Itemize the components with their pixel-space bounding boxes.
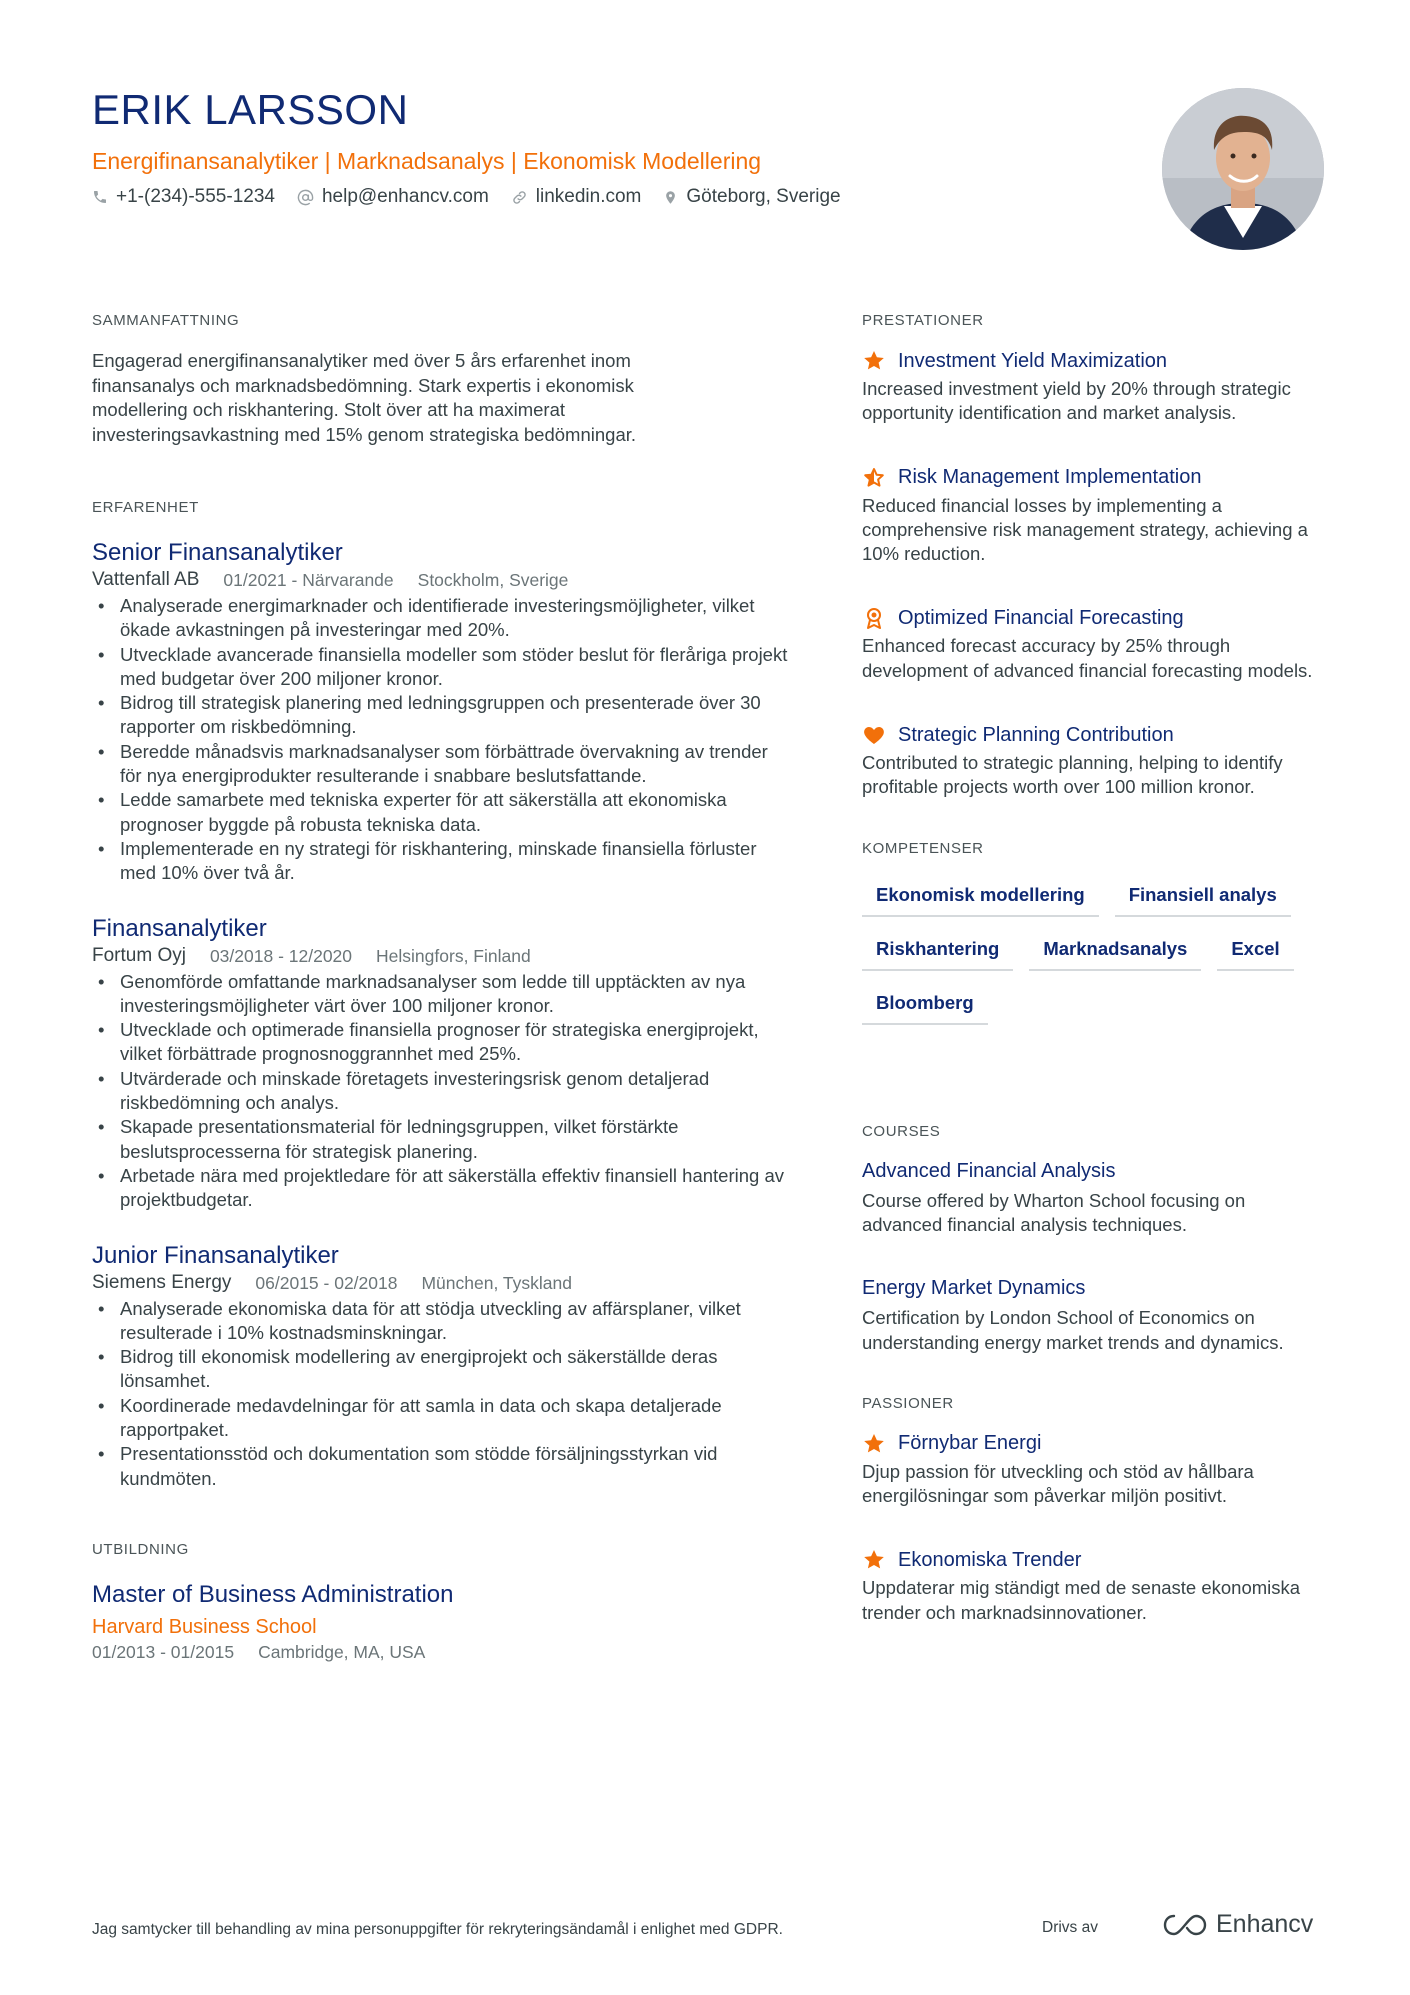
passion-item xyxy=(862,1432,1322,1509)
passions-heading: PASSIONER xyxy=(862,1394,954,1412)
skill-tag: Bloomberg xyxy=(862,983,988,1025)
achievement-item xyxy=(862,606,1322,683)
education-dates: 01/2013 - 01/2015 xyxy=(92,1641,235,1662)
phone-text: +1-(234)-555-1234 xyxy=(116,186,275,207)
skill-tag: Marknadsanalys xyxy=(1029,929,1201,971)
achievements-heading: PRESTATIONER xyxy=(862,312,984,329)
achievement-desc: Enhanced forecast accuracy by 25% through development of advanced financial forecasting models. xyxy=(862,635,1313,681)
skill-tag: Riskhantering xyxy=(862,929,1013,971)
email-text: help@enhancv.com xyxy=(321,186,489,207)
education-location: Cambridge, MA, USA xyxy=(258,1641,426,1662)
job-company: Siemens Energy xyxy=(92,1271,232,1293)
achievement-desc: Increased investment yield by 20% through strategic opportunity identification and market analysis. xyxy=(862,378,1291,424)
summary-text: Engagerad energifinansanalytiker med över 5 års erfarenhet inom finansanalys och marknadsbedömning. Stark expertis i ekonomisk modellering och riskhantering. Stolt över att ha maximerat investeringsavkastning med 15% genom strategiska bedömningar. xyxy=(92,350,637,445)
list-item: • Beredde månadsvis marknadsanalyser som förbättrade övervakning av trender för nya energiprodukter resulterande i snabbare beslutsfattande. xyxy=(92,740,792,789)
job-meta xyxy=(92,1271,792,1295)
experience-section xyxy=(92,499,792,1491)
job-dates: 01/2021 - Närvarande xyxy=(223,570,394,590)
list-item: • Analyserade energimarknader och identifierade investeringsmöjligheter, vilket ökade avkastningen på investeringar med 20%. xyxy=(92,594,792,643)
achievement-item xyxy=(862,723,1322,800)
location-text: Göteborg, Sverige xyxy=(686,186,841,207)
job-location: Stockholm, Sverige xyxy=(417,570,569,590)
passion-desc: Uppdaterar mig ständigt med de senaste ekonomiska trender och marknadsinnovationer. xyxy=(862,1577,1301,1623)
list-item: • Implementerade en ny strategi för riskhantering, minskade finansiella förluster med 10% över två år. xyxy=(92,837,792,886)
left-column xyxy=(92,312,792,1664)
list-item: • Genomförde omfattande marknadsanalyser som ledde till upptäckten av nya investeringsmöjligheter värt över 100 miljoner kronor. xyxy=(92,970,792,1019)
job-title: Senior Finansanalytiker xyxy=(92,539,343,566)
job-entry xyxy=(92,914,792,1213)
summary-heading: SAMMANFATTNING xyxy=(92,312,240,329)
skills-list xyxy=(862,875,1332,1037)
list-item: • Koordinerade medavdelningar för att samla in data och skapa detaljerade rapportpaket. xyxy=(92,1394,792,1443)
achievement-item xyxy=(862,466,1322,567)
job-location: Helsingfors, Finland xyxy=(376,945,531,966)
enhancv-logo[interactable] xyxy=(1162,1910,1313,1939)
course-desc: Certification by London School of Economics on understanding energy market trends and dynamics. xyxy=(862,1307,1284,1353)
candidate-name: ERIK LARSSON xyxy=(92,86,409,133)
skill-tag: Excel xyxy=(1217,929,1293,971)
experience-heading: ERFARENHET xyxy=(92,499,199,516)
achievement-item xyxy=(862,349,1322,426)
contact-location xyxy=(663,186,840,208)
list-item: • Arbetade nära med projektledare för att säkerställa effektiv finansiell hantering av projektbudgetar. xyxy=(92,1164,792,1213)
course-title: Energy Market Dynamics xyxy=(862,1277,1086,1300)
passions-section xyxy=(862,1395,1322,1625)
list-item: • Presentationsstöd och dokumentation som stödde försäljningsstyrkan vid kundmöten. xyxy=(92,1442,792,1491)
right-column xyxy=(862,312,1322,1665)
degree-title: Master of Business Administration xyxy=(92,1580,454,1608)
contact-phone[interactable] xyxy=(92,186,275,208)
job-title: Finansanalytiker xyxy=(92,914,267,942)
location-icon xyxy=(663,189,678,206)
job-company: Vattenfall AB xyxy=(92,569,200,590)
course-title: Advanced Financial Analysis xyxy=(862,1159,1116,1182)
job-entry xyxy=(92,538,792,886)
list-item: • Utvecklade avancerade finansiella modeller som stöder beslut för fleråriga projekt med budgetar över 200 miljoner kronor. xyxy=(92,643,792,692)
education-section xyxy=(92,1541,792,1664)
job-company: Fortum Oyj xyxy=(92,944,186,966)
profile-photo xyxy=(1162,88,1324,250)
course-desc: Course offered by Wharton School focusing on advanced financial analysis techniques. xyxy=(862,1189,1246,1235)
achievement-title: Optimized Financial Forecasting xyxy=(898,606,1184,629)
education-heading: UTBILDNING xyxy=(92,1540,189,1558)
list-item: • Utvecklade och optimerade finansiella prognoser för strategiska energiprojekt, vilket förbättrade prognosnoggrannhet med 25%. xyxy=(92,1018,792,1067)
passion-desc: Djup passion för utveckling och stöd av hållbara energilösningar som påverkar miljön positivt. xyxy=(862,1460,1254,1507)
gdpr-consent: Jag samtycker till behandling av mina personuppgifter för rekryteringsändamål i enlighet med GDPR. xyxy=(92,1921,783,1938)
contact-linkedin[interactable] xyxy=(511,186,642,208)
skills-section xyxy=(862,840,1322,1037)
phone-icon xyxy=(92,189,108,205)
skill-tag: Ekonomisk modellering xyxy=(862,875,1099,917)
star-half-icon xyxy=(862,466,886,490)
link-icon xyxy=(511,189,528,206)
list-item: • Bidrog till ekonomisk modellering av energiprojekt och säkerställde deras lönsamhet. xyxy=(92,1345,792,1394)
education-meta xyxy=(92,1640,792,1664)
achievement-desc: Reduced financial losses by implementing a comprehensive risk management strategy, achieving a 10% reduction. xyxy=(862,494,1308,565)
list-item: • Skapade presentationsmaterial för ledningsgruppen, vilket förstärkte beslutsprocesserna för strategisk planering. xyxy=(92,1115,792,1164)
contact-bar xyxy=(92,186,863,208)
star-icon xyxy=(862,349,886,373)
job-entry xyxy=(92,1241,792,1491)
at-icon xyxy=(297,189,314,206)
list-item: • Analyserade ekonomiska data för att stödja utveckling av affärsplaner, vilket resulterade i 10% kostnadsminskningar. xyxy=(92,1297,792,1346)
course-item xyxy=(862,1277,1322,1355)
courses-heading: COURSES xyxy=(862,1122,941,1140)
school-name: Harvard Business School xyxy=(92,1615,317,1638)
achievements-section xyxy=(862,312,1322,800)
course-item xyxy=(862,1160,1322,1238)
passion-title: Ekonomiska Trender xyxy=(898,1548,1082,1571)
star-icon xyxy=(862,1548,886,1572)
list-item: • Bidrog till strategisk planering med ledningsgruppen och presenterade över 30 rapporter om riskbedömning. xyxy=(92,691,792,740)
skill-tag: Finansiell analys xyxy=(1115,875,1291,917)
passion-item xyxy=(862,1548,1322,1625)
avatar-illustration xyxy=(1162,88,1324,250)
skills-heading: KOMPETENSER xyxy=(862,839,984,857)
job-title: Junior Finansanalytiker xyxy=(92,1241,339,1269)
passion-title: Förnybar Energi xyxy=(898,1432,1042,1455)
achievement-title: Strategic Planning Contribution xyxy=(898,723,1174,746)
medal-icon xyxy=(862,606,886,630)
achievement-title: Investment Yield Maximization xyxy=(898,349,1168,372)
job-meta xyxy=(92,568,792,592)
job-location: München, Tyskland xyxy=(421,1272,572,1293)
list-item: • Utvärderade och minskade företagets investeringsrisk genom detaljerad riskbedömning och analys. xyxy=(92,1067,792,1116)
achievement-desc: Contributed to strategic planning, helping to identify profitable projects worth over 100 million kronor. xyxy=(862,752,1283,798)
achievement-title: Risk Management Implementation xyxy=(898,466,1202,489)
heart-icon xyxy=(862,723,886,747)
summary-section xyxy=(92,312,792,447)
job-bullets xyxy=(92,594,792,886)
enhancv-logo-icon xyxy=(1162,1912,1208,1938)
list-item: • Ledde samarbete med tekniska experter för att säkerställa att ekonomiska prognoser byggde på robusta tekniska data. xyxy=(92,788,792,837)
star-icon xyxy=(862,1432,886,1456)
job-dates: 06/2015 - 02/2018 xyxy=(255,1272,398,1293)
brand-name: Enhancv xyxy=(1216,1910,1314,1938)
courses-section xyxy=(862,1123,1322,1355)
job-meta xyxy=(92,944,792,968)
contact-email[interactable] xyxy=(297,186,489,208)
job-dates: 03/2018 - 12/2020 xyxy=(209,945,353,966)
job-bullets xyxy=(92,1297,792,1491)
linkedin-text: linkedin.com xyxy=(535,186,642,207)
powered-by-label: Drivs av xyxy=(1042,1919,1098,1936)
headline: Energifinansanalytiker | Marknadsanalys | Ekonomisk Modellering xyxy=(92,148,762,174)
job-bullets xyxy=(92,970,792,1213)
